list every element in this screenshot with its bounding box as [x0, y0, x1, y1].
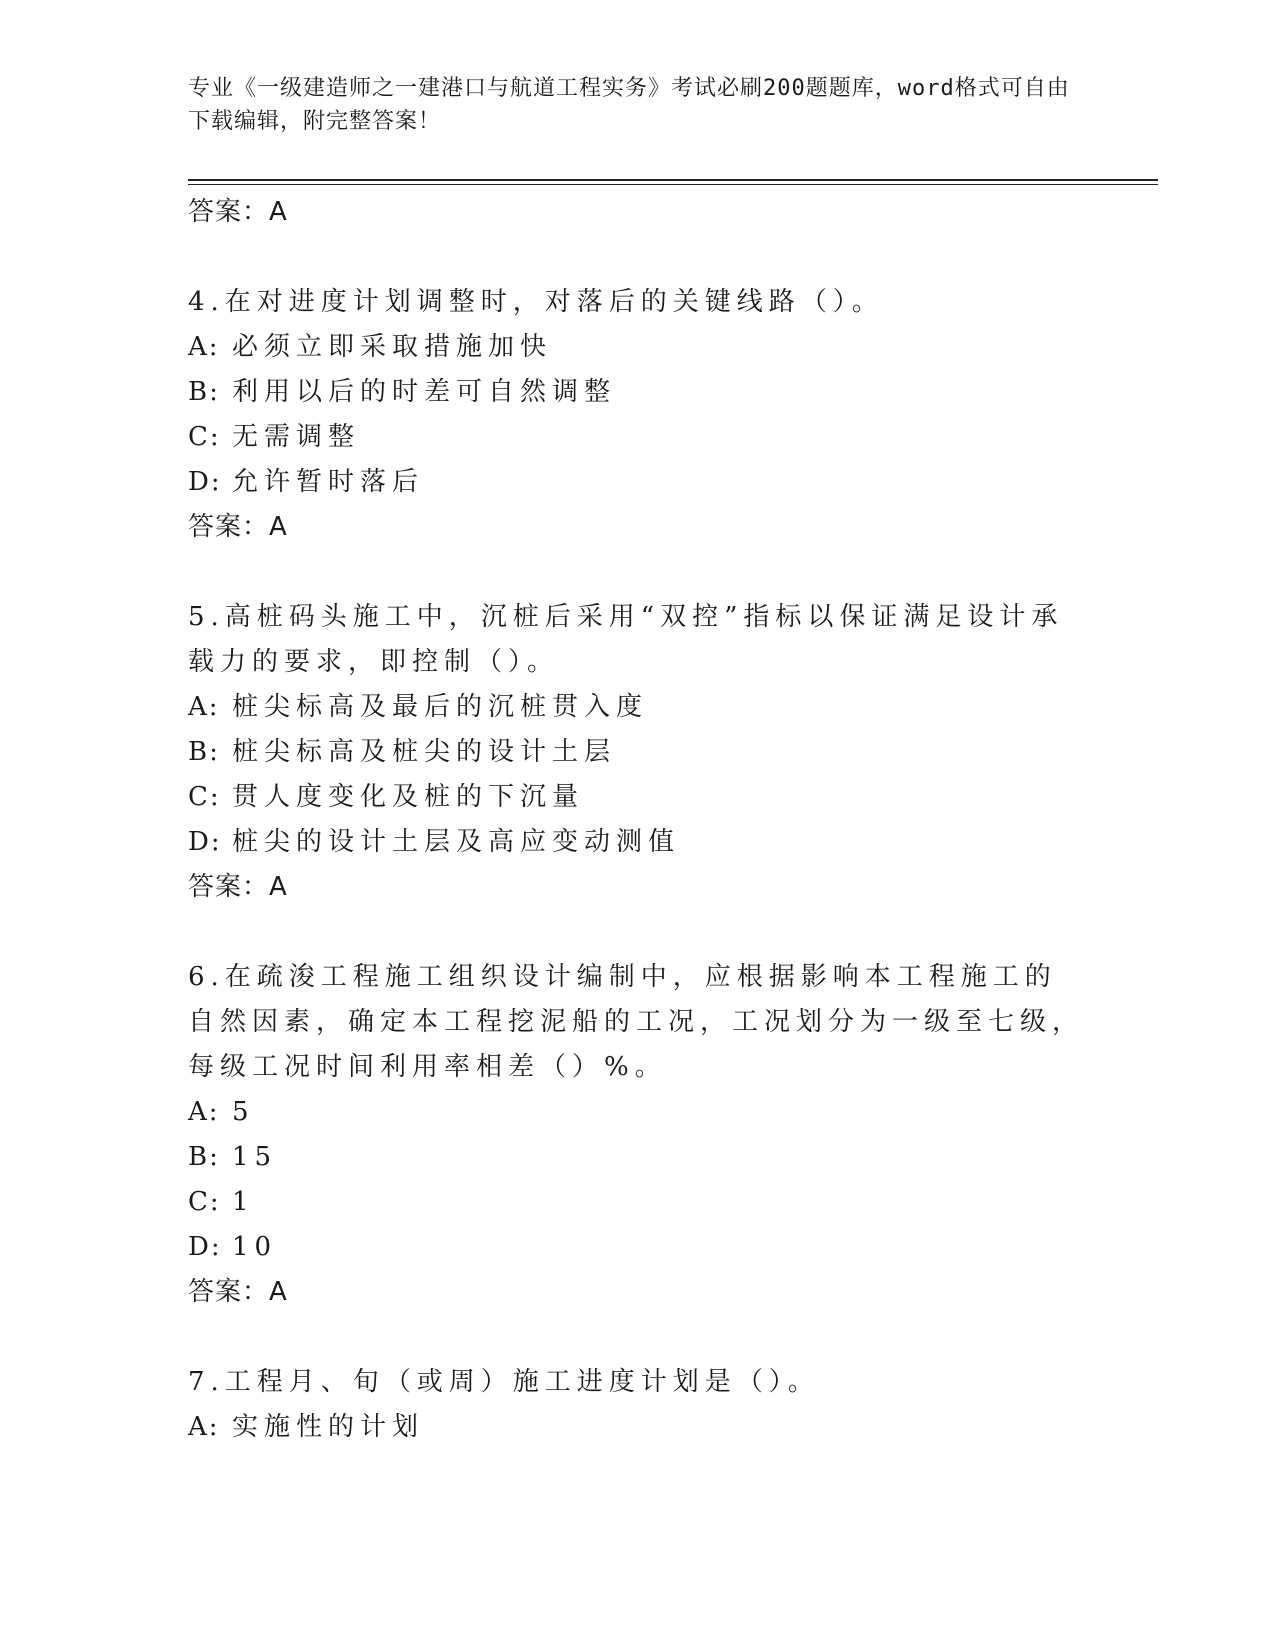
option-text: 允许暂时落后 [232, 467, 425, 497]
option-key: A: [188, 332, 220, 362]
option-key: B: [188, 377, 220, 407]
option-text: 桩尖标高及最后的沉桩贯入度 [232, 692, 649, 722]
option-key: A: [188, 1097, 220, 1127]
option-key: A: [188, 692, 220, 722]
option-text: 1 [232, 1187, 255, 1217]
option-d [188, 1225, 1088, 1270]
question-text: 6.在疏浚工程施工组织设计编制中，应根据影响本工程施工的自然因素，确定本工程挖泥船的工况，工况划分为一级至七级，每级工况时间利用率相差（）%。 [188, 962, 1085, 1082]
option-a [188, 685, 1088, 730]
question-4 [188, 280, 1088, 549]
option-text: 无需调整 [232, 422, 361, 452]
option-key: A: [188, 1412, 220, 1442]
option-c [188, 775, 1088, 820]
answer-q5: 答案：A [188, 872, 288, 902]
option-text: 必须立即采取措施加快 [232, 332, 553, 362]
option-b [188, 1135, 1088, 1180]
option-key: C: [188, 422, 221, 452]
option-c [188, 1180, 1088, 1225]
question-text: 4.在对进度计划调整时，对落后的关键线路（）。 [188, 287, 884, 317]
answer-q4: 答案：A [188, 512, 288, 542]
option-text: 利用以后的时差可自然调整 [232, 377, 617, 407]
option-text: 15 [232, 1142, 278, 1172]
option-key: B: [188, 737, 220, 767]
option-a [188, 325, 1088, 370]
option-text: 贯人度变化及桩的下沉量 [232, 782, 585, 812]
option-text: 桩尖的设计土层及高应变动测值 [232, 827, 681, 857]
option-key: B: [188, 1142, 220, 1172]
page-header-title: 专业《一级建造师之一建港口与航道工程实务》考试必刷200题题库，word格式可自由下载编辑，附完整答案！ [188, 76, 1070, 134]
option-d [188, 820, 1088, 865]
option-b [188, 370, 1088, 415]
option-text: 10 [232, 1232, 278, 1262]
question-text: 7.工程月、旬（或周）施工进度计划是（）。 [188, 1367, 820, 1397]
option-text: 实施性的计划 [232, 1412, 425, 1442]
option-key: C: [188, 1187, 221, 1217]
option-key: D: [188, 1232, 222, 1262]
question-5 [188, 595, 1088, 909]
answer-q3: 答案：A [188, 197, 288, 227]
question-7 [188, 1360, 1088, 1450]
answer-q6: 答案：A [188, 1277, 288, 1307]
option-key: D: [188, 827, 222, 857]
question-text: 5.高桩码头施工中，沉桩后采用“双控”指标以保证满足设计承载力的要求，即控制（）。 [188, 602, 1064, 677]
document-body [188, 190, 1088, 1450]
header-divider [188, 179, 1158, 185]
question-6 [188, 955, 1088, 1314]
option-text: 桩尖标高及桩尖的设计土层 [232, 737, 617, 767]
option-c [188, 415, 1088, 460]
option-a [188, 1090, 1088, 1135]
option-b [188, 730, 1088, 775]
option-key: D: [188, 467, 222, 497]
option-key: C: [188, 782, 221, 812]
option-text: 5 [232, 1097, 255, 1127]
option-d [188, 460, 1088, 505]
option-a [188, 1405, 1088, 1450]
